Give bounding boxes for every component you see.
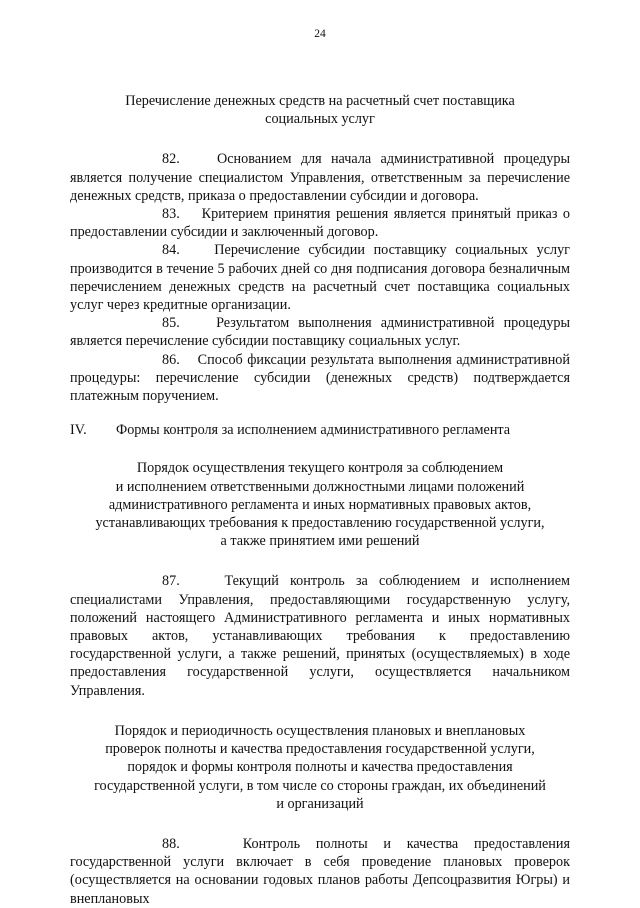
heading-transfer-funds <box>70 92 570 128</box>
paragraph-82 <box>70 150 570 205</box>
paragraph-number: 86. <box>162 351 180 368</box>
paragraph-87 <box>70 572 570 699</box>
heading-line: устанавливающих требования к предоставлению государственной услуги, <box>95 515 545 532</box>
heading-line: государственной услуги, в том числе со стороны граждан, их объединений <box>94 777 546 794</box>
heading-line: Перечисление денежных средств на расчетный счет поставщика <box>125 93 515 109</box>
section-title-text: Формы контроля за исполнением административного регламента <box>116 422 511 439</box>
page-number: 24 <box>314 28 326 40</box>
heading-line: и организаций <box>276 795 364 812</box>
paragraph-84 <box>70 241 570 314</box>
paragraph-number: 88. <box>162 835 180 852</box>
paragraph-83 <box>70 205 570 241</box>
section-iv-title <box>70 421 570 439</box>
heading-line: и исполнением ответственными должностными лицами положений <box>115 478 525 495</box>
paragraph-text: Контроль полноты и качества предоставления государственной услуги включает в себя проведение плановых проверок (осуществляется на основании годовых планов работы Депсоцразвития Югры) и внеплановых <box>70 835 570 907</box>
paragraph-number: 83. <box>162 206 180 223</box>
paragraph-86 <box>70 351 570 406</box>
document-body <box>70 92 570 908</box>
section-number: IV. <box>70 422 87 439</box>
heading-current-control <box>70 459 570 550</box>
heading-line: а также принятием ими решений <box>220 533 420 550</box>
heading-line: Порядок и периодичность осуществления плановых и внеплановых <box>114 722 526 739</box>
heading-line: социальных услуг <box>265 111 375 128</box>
paragraph-text: Текущий контроль за соблюдением и исполнением специалистами Управления, предоставляющими государственную услугу, положений настоящего Административного регламента и иных нормативных правовых актов, устанавливающих требования к предоставлению государственной услуги, а также решений, принятых (осуществляемых) в ходе предоставления государственной услуги, осуществляется начальником Управления. <box>70 573 571 699</box>
paragraph-88 <box>70 835 570 908</box>
paragraph-number: 85. <box>162 315 180 332</box>
heading-line: Порядок осуществления текущего контроля за соблюдением <box>136 460 504 477</box>
heading-line: проверок полноты и качества предоставления государственной услуги, <box>105 741 535 758</box>
paragraph-number: 82. <box>162 151 180 168</box>
heading-line: административного регламента и иных нормативных правовых актов, <box>108 496 532 513</box>
paragraph-text: Основанием для начала административной процедуры является получение специалистом Управления, ответственным за перечисление денежных средств, приказа о предоставлении субсидии и договора. <box>70 151 570 204</box>
paragraph-text: Способ фиксации результата выполнения административной процедуры: перечисление субсидии (денежных средств) подтверждается платежным поручением. <box>70 351 570 405</box>
paragraph-85 <box>70 314 570 350</box>
paragraph-text: Результатом выполнения административной процедуры является перечисление субсидии поставщику социальных услуг. <box>70 315 570 350</box>
heading-inspections <box>70 722 570 813</box>
paragraph-number: 87. <box>162 573 180 590</box>
paragraph-text: Перечисление субсидии поставщику социальных услуг производится в течение 5 рабочих дней со дня подписания договора безналичным перечислением денежных средств на расчетный счет поставщика социальных услуг через кредитные организации. <box>70 242 571 314</box>
paragraph-text: Критерием принятия решения является принятый приказ о предоставлении субсидии и заключенный договор. <box>70 206 570 241</box>
paragraph-number: 84. <box>162 242 180 259</box>
heading-line: порядок и формы контроля полноты и качества предоставления <box>127 759 513 776</box>
